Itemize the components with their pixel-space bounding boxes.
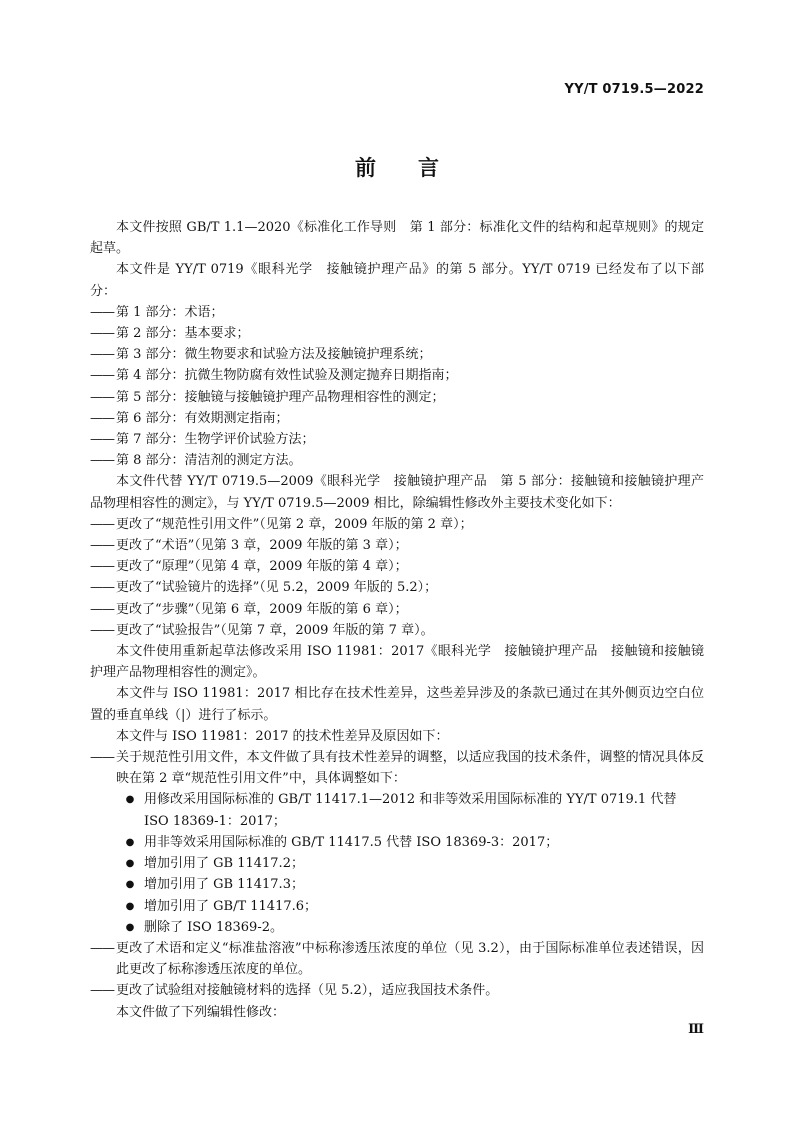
list-item: —— 更改了“步骤”（见第 6 章，2009 年版的第 6 章）； (90, 599, 704, 620)
paragraph-differences-intro: 本文件与 ISO 11981：2017 的技术性差异及原因如下： (116, 728, 449, 744)
list-item: —— 第 2 部分：基本要求； (90, 323, 704, 344)
dash-mark: —— (90, 410, 114, 426)
bullet-item: ● 增加引用了 GB 11417.2； (90, 853, 704, 874)
bullet-item: ● 删除了 ISO 18369-2。 (90, 917, 704, 938)
paragraph-differences-marking: 本文件与 ISO 11981：2017 相比存在技术性差异，这些差异涉及的条款已通过在其外侧页边空白位置的垂直单线（|）进行了标示。 (90, 686, 704, 723)
changes-list (90, 514, 704, 641)
bullet-item: ● 增加引用了 GB 11417.3； (90, 874, 704, 895)
list-item: —— 第 5 部分：接触镜与接触镜护理产品物理相容性的测定； (90, 387, 704, 408)
foreword-body (90, 217, 704, 1023)
list-item: —— 更改了术语和定义“标准盐溶液”中标称渗透压浓度的单位（见 3.2），由于国际标准单位表述错误，因此更改了标称渗透压浓度的单位。 (90, 938, 704, 980)
bullet-item: ● 增加引用了 GB/T 11417.6； (90, 896, 704, 917)
bullet-icon: ● (125, 879, 135, 891)
dash-mark: —— (90, 453, 114, 469)
bullet-icon: ● (125, 836, 135, 848)
paragraph-adoption: 本文件使用重新起草法修改采用 ISO 11981：2017《眼科光学 接触镜护理产品 接触镜和接触镜护理产品物理相容性的测定》。 (90, 644, 704, 681)
dash-mark: —— (90, 389, 114, 405)
paragraph-editorial-changes: 本文件做了下列编辑性修改： (116, 1004, 286, 1020)
page-title: 前言 (355, 156, 481, 180)
bullet-icon: ● (125, 900, 135, 912)
list-item: —— 更改了“规范性引用文件”（见第 2 章，2009 年版的第 2 章）； (90, 514, 704, 535)
bullet-icon: ● (125, 794, 135, 806)
dash-mark: —— (90, 432, 114, 448)
dash-mark: —— (90, 538, 114, 554)
paragraph-series-intro: 本文件是 YY/T 0719《眼科光学 接触镜护理产品》的第 5 部分。YY/T 0719 已经发布了以下部分： (90, 262, 704, 299)
bullet-item: ● 用非等效采用国际标准的 GB/T 11417.5 代替 ISO 18369-3：2017； (90, 832, 704, 853)
list-item: —— 更改了“试验报告”（见第 7 章，2009 年版的第 7 章）。 (90, 620, 704, 641)
dash-mark: —— (90, 601, 114, 617)
bullet-item: ● 用修改采用国际标准的 GB/T 11417.1—2012 和非等效采用国际标准的 YY/T 0719.1 代替 ISO 18369-1：2017； (90, 789, 704, 831)
list-item: —— 第 8 部分：清洁剂的测定方法。 (90, 450, 704, 471)
list-item: —— 更改了“试验镜片的选择”（见 5.2，2009 年版的 5.2）； (90, 577, 704, 598)
dash-mark: —— (90, 580, 114, 596)
normative-reference-bullets (90, 789, 704, 937)
paragraph-drafting-rules: 本文件按照 GB/T 1.1—2020《标准化工作导则 第 1 部分：标准化文件的结构和起草规则》的规定起草。 (90, 220, 704, 257)
list-item: —— 第 6 部分：有效期测定指南； (90, 408, 704, 429)
dash-mark: —— (90, 983, 114, 999)
dash-mark: —— (90, 347, 114, 363)
standard-number: YY/T 0719.5—2022 (564, 82, 704, 97)
dash-mark: —— (90, 559, 114, 575)
parts-list (90, 302, 704, 472)
list-item: —— 关于规范性引用文件，本文件做了具有技术性差异的调整，以适应我国的技术条件，调整的情况具体反映在第 2 章“规范性引用文件”中，具体调整如下： (90, 747, 704, 789)
list-item: —— 第 7 部分：生物学评价试验方法； (90, 429, 704, 450)
list-item: —— 更改了试验组对接触镜材料的选择（见 5.2），适应我国技术条件。 (90, 980, 704, 1001)
dash-mark: —— (90, 326, 114, 342)
dash-mark: —— (90, 368, 114, 384)
bullet-icon: ● (125, 921, 135, 933)
list-item: —— 第 4 部分：抗微生物防腐有效性试验及测定抛弃日期指南； (90, 365, 704, 386)
dash-mark: —— (90, 304, 114, 320)
list-item: —— 第 3 部分：微生物要求和试验方法及接触镜护理系统； (90, 344, 704, 365)
bullet-icon: ● (125, 858, 135, 870)
list-item: —— 第 1 部分：术语； (90, 302, 704, 323)
paragraph-replacement: 本文件代替 YY/T 0719.5—2009《眼科光学 接触镜护理产品 第 5 部分：接触镜和接触镜护理产品物理相容性的测定》，与 YY/T 0719.5—2009 相比，除编辑性修改外主要技术变化如下： (90, 474, 704, 511)
list-item: —— 更改了“原理”（见第 4 章，2009 年版的第 4 章）； (90, 556, 704, 577)
page-number: Ⅲ (688, 1022, 704, 1037)
dash-mark: —— (90, 622, 114, 638)
list-item: —— 更改了“术语”（见第 3 章，2009 年版的第 3 章）； (90, 535, 704, 556)
dash-mark: —— (90, 516, 114, 532)
dash-mark: —— (90, 750, 114, 766)
dash-mark: —— (90, 940, 114, 956)
